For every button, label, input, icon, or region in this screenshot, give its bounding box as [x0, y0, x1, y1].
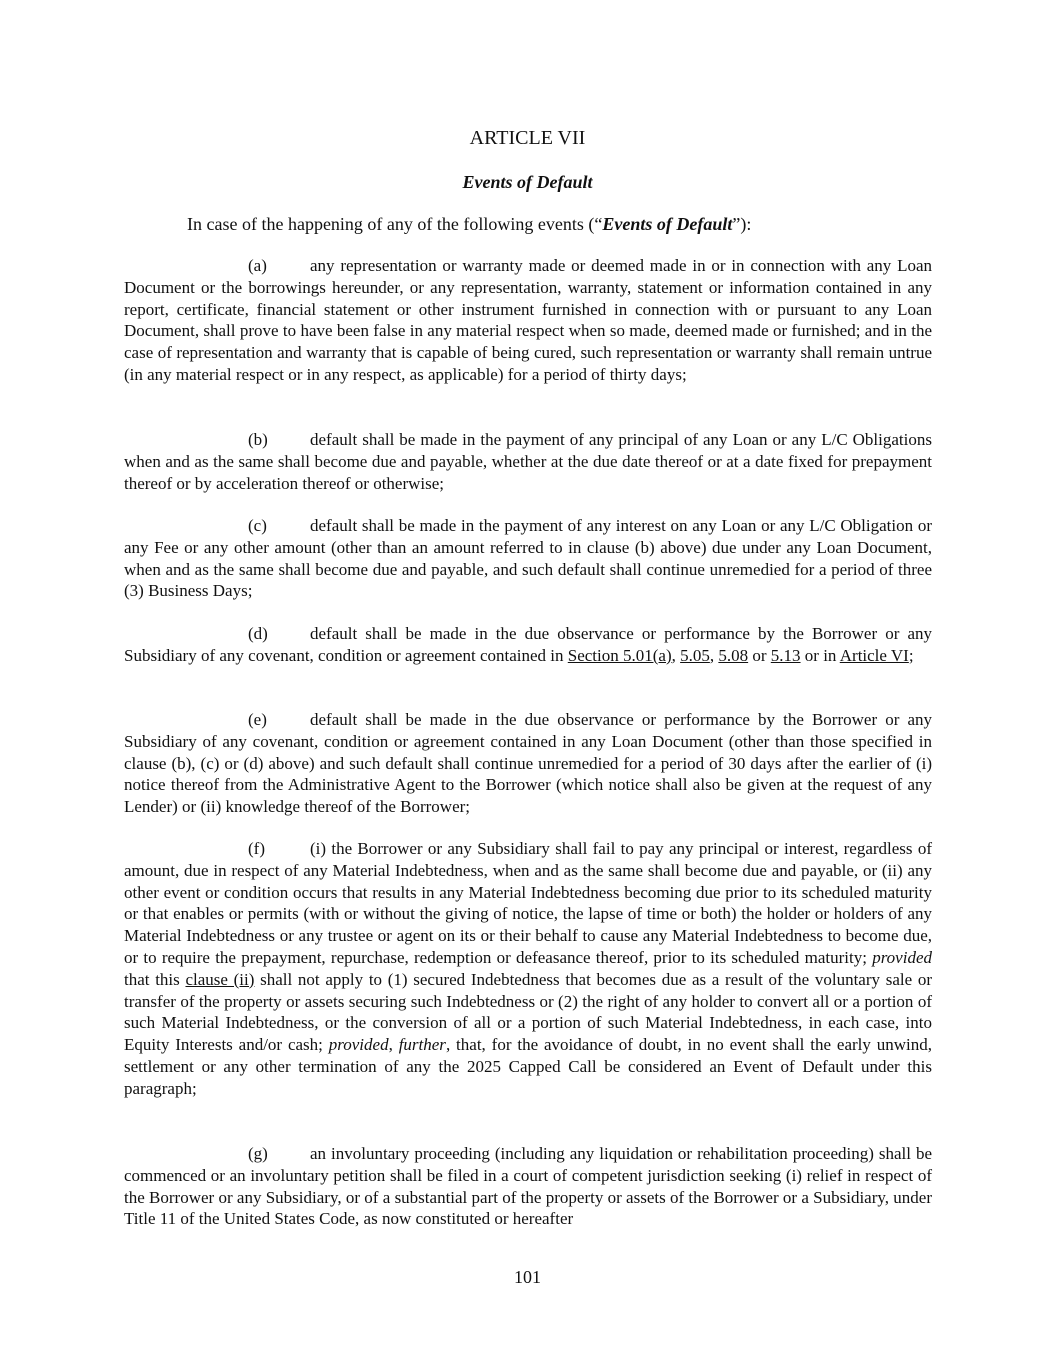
clause-text: default shall be made in the due observance or performance by the Borrower or any Subsidiary of any covenant, condition or agreement contained in [124, 624, 932, 665]
separator: , [709, 645, 719, 665]
clause-g [124, 1143, 932, 1230]
article-heading: ARTICLE VII [469, 127, 586, 149]
clause-reference: clause (ii) [185, 969, 255, 989]
clause-text: that this [124, 969, 186, 989]
clause-text: an involuntary proceeding (including any liquidation or rehabilitation proceeding) shall be commenced or an involuntary petition shall be filed in a court of competent jurisdiction seeking (i) relief in respect of the Borrower or any Subsidiary, or of a substantial part of the property or assets of the Borrower or a Subsidiary, under Title 11 of the United States Code, as now constituted or hereafter [124, 1144, 932, 1229]
clause-c [124, 515, 932, 602]
clause-a [124, 255, 932, 386]
clause-label: (e) [248, 710, 267, 729]
intro-text-after: ”): [732, 214, 752, 234]
clause-text: shall not apply to (1) secured Indebtedness that becomes due as a result of the voluntary sale or transfer of the property or assets securing such Indebtedness or (2) the right of any holder to convert all or a portion of such Material Indebtedness, or the conversion of all or a portion of such Material Indebtedness, in each case, into Equity Interests and/or cash; [124, 969, 932, 1055]
separator: , [388, 1035, 399, 1055]
separator: or [748, 645, 771, 665]
clause-label: (a) [248, 256, 267, 275]
clause-text: any representation or warranty made or deemed made in or in connection with any Loan Document or the borrowings hereunder, or any representation, warranty, statement or information contained in any report, certificate, financial statement or other instrument furnished in connection with or pursuant to any Loan Document, shall prove to have been false in any material respect when so made, deemed made or furnished; and in the case of representation and warranty that is capable of being cured, such representation or warranty shall remain untrue (in any material respect or in any respect, as applicable) for a period of thirty days; [124, 256, 932, 384]
section-link: 5.08 [718, 645, 749, 665]
section-link: Section 5.01(a) [567, 645, 672, 665]
separator: , [671, 645, 681, 665]
clause-text: , that, for the avoidance of doubt, in no event shall the early unwind, settlement or any other termination of any the 2025 Capped Call be considered an Event of Default under this paragraph; [124, 1035, 933, 1098]
clause-label: (c) [248, 516, 267, 535]
clause-label: (f) [248, 839, 265, 858]
proviso-term: further [398, 1035, 446, 1055]
clause-b [124, 429, 932, 494]
section-title: Events of Default [462, 172, 593, 192]
clause-label: (b) [248, 430, 268, 449]
section-link: 5.05 [680, 645, 710, 665]
clause-e [124, 709, 932, 818]
intro-sentence [187, 212, 751, 236]
clause-f [124, 838, 932, 1100]
clause-text: default shall be made in the payment of any interest on any Loan or any L/C Obligation or any Fee or any other amount (other than an amount referred to in clause (b) above) due under any Loan Document, when and as the same shall become due and payable, and such default shall continue unremedied for a period of three (3) Business Days; [124, 516, 932, 601]
page-number: 101 [514, 1267, 541, 1287]
clause-text: default shall be made in the payment of any principal of any Loan or any L/C Obligations when and as the same shall become due and payable, whether at the due date thereof or at a date fixed for prepayment thereof or by acceleration thereof or otherwise; [124, 430, 932, 493]
clause-d [124, 623, 932, 667]
intro-text-before: In case of the happening of any of the following events (“ [187, 214, 603, 234]
clause-text: (i) the Borrower or any Subsidiary shall fail to pay any principal or interest, regardless of amount, due in respect of any Material Indebtedness, when and as the same shall become due and payable, or (ii) any other event or condition occurs that results in any Material Indebtedness becoming due prior to its scheduled maturity or that enables or permits (with or without the giving of notice, the lapse of time or both) the holder or holders of any Material Indebtedness or any trustee or agent on its or their behalf to cause any Material Indebtedness to become due, or to require the prepayment, repurchase, redemption or defeasance thereof, prior to its scheduled maturity; [124, 839, 932, 967]
proviso-term: provided [328, 1035, 389, 1055]
separator: or in [800, 645, 840, 665]
clause-text: default shall be made in the due observance or performance by the Borrower or any Subsidiary of any covenant, condition or agreement contained in any Loan Document (other than those specified in clause (b), (c) or (d) above) and such default shall continue unremedied for a period of 30 days after the earlier of (i) notice thereof from the Administrative Agent to the Borrower (which notice shall also be given at the request of any Lender) or (ii) knowledge thereof of the Borrower; [124, 710, 932, 817]
article-link: Article VI [839, 645, 909, 665]
defined-term: Events of Default [602, 214, 733, 234]
clause-label: (d) [248, 624, 268, 643]
proviso-term: provided [872, 947, 932, 967]
section-link: 5.13 [770, 645, 801, 665]
clause-label: (g) [248, 1144, 268, 1163]
terminator: ; [908, 645, 914, 665]
